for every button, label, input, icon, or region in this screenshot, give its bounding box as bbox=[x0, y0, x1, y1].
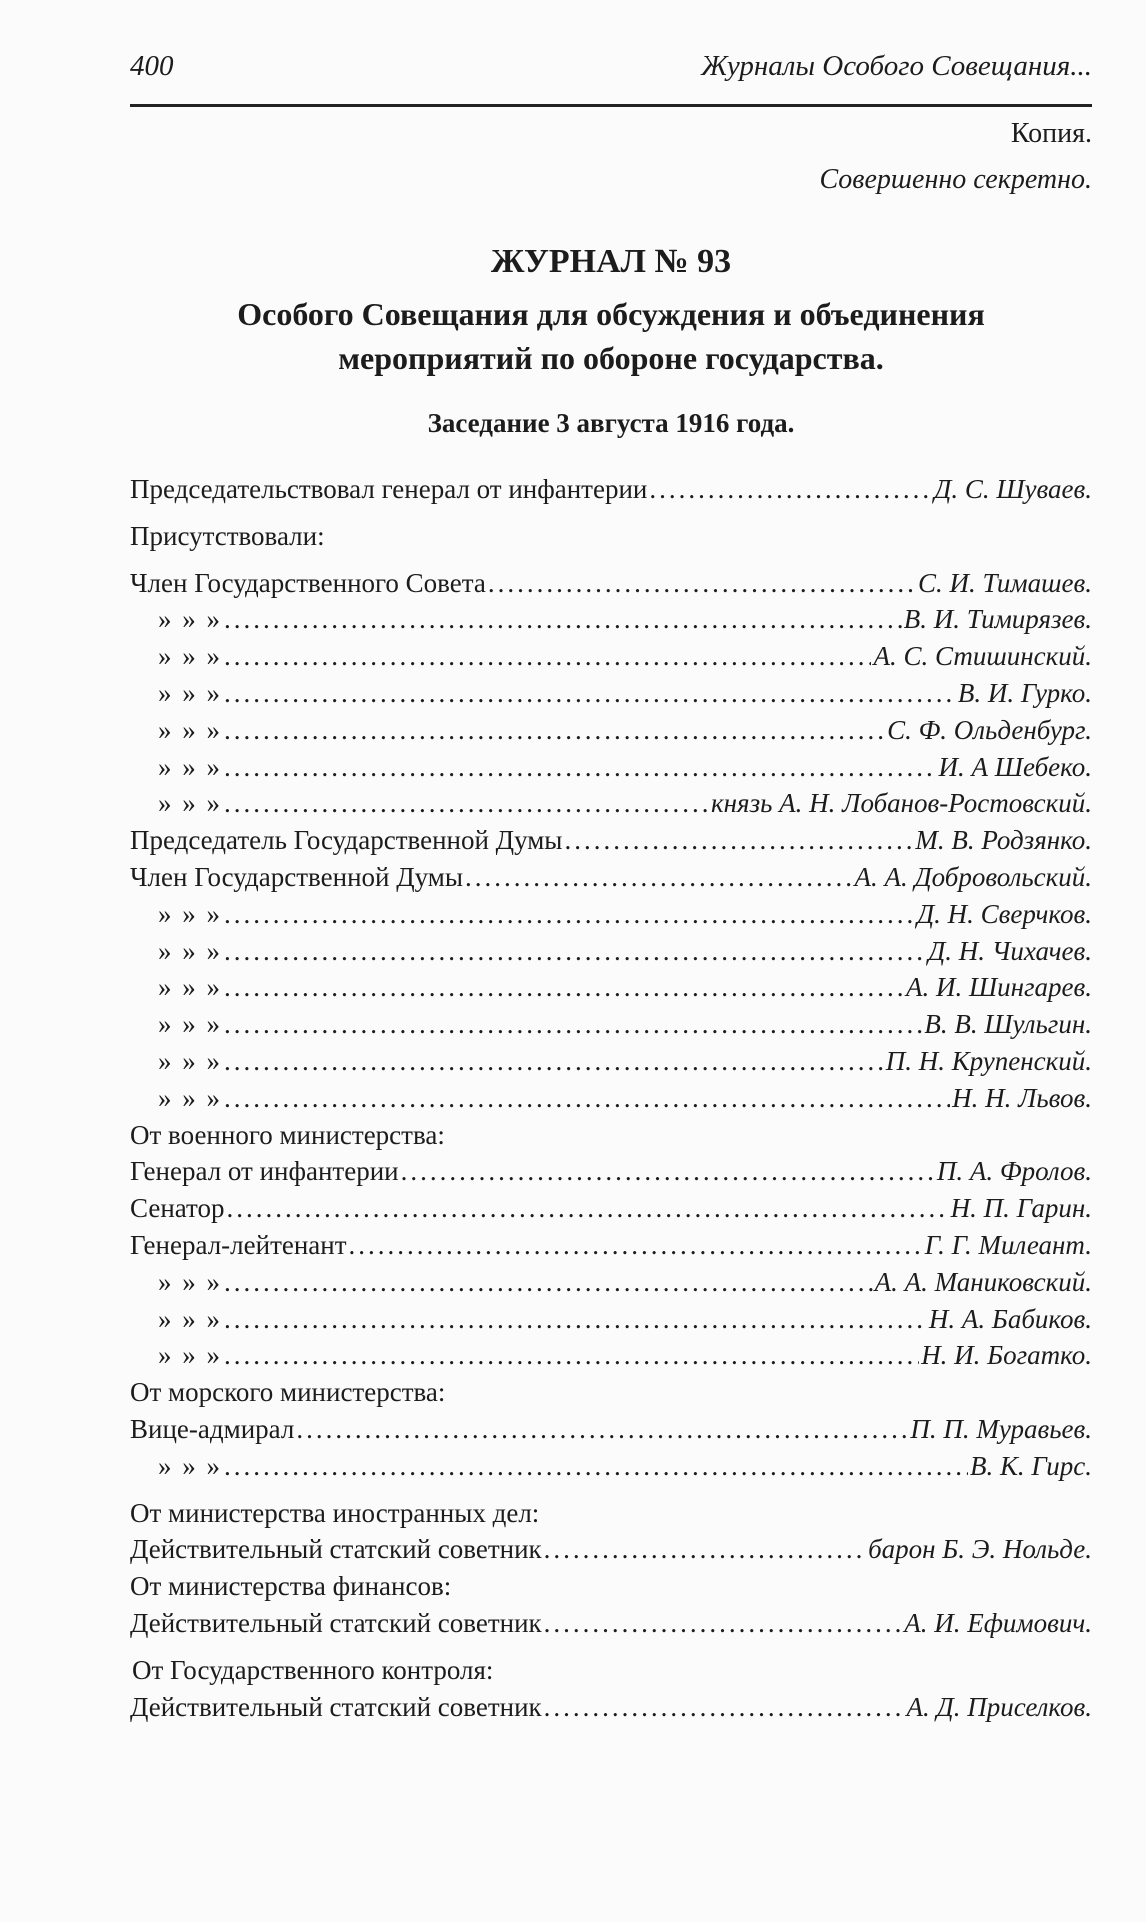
attendee-position: Вице-адмирал bbox=[130, 1413, 295, 1444]
attendee-row bbox=[130, 752, 1092, 789]
attendee-position: Действительный статский советник bbox=[130, 1691, 542, 1722]
attendee-name: В. И. Тимирязев. bbox=[903, 604, 1092, 635]
attendee-name: барон Б. Э. Нольде. bbox=[868, 1534, 1092, 1565]
dot-leader bbox=[224, 788, 709, 819]
attendee-name: А. А. Маниковский. bbox=[874, 1266, 1092, 1297]
attendee-name: А. И. Ефимович. bbox=[904, 1607, 1092, 1638]
secrecy-label: Совершенно секретно. bbox=[819, 164, 1092, 195]
attendee-position: Генерал от инфантерии bbox=[130, 1156, 399, 1187]
journal-subtitle-line1: Особого Совещания для обсуждения и объединения bbox=[237, 296, 985, 332]
section-heading: От министерства финансов: bbox=[130, 1571, 452, 1602]
attendee-position: Генерал-лейтенант bbox=[130, 1229, 347, 1260]
attendee-name: Д. С. Шуваев. bbox=[934, 474, 1092, 504]
dot-leader bbox=[224, 1083, 950, 1114]
dot-leader bbox=[224, 715, 885, 746]
attendee-row bbox=[130, 788, 1092, 825]
section-heading: От министерства иностранных дел: bbox=[130, 1497, 540, 1528]
attendee-name: князь А. Н. Лобанов-Ростовский. bbox=[711, 788, 1092, 819]
attendee-name: А. А. Добровольский. bbox=[854, 861, 1092, 892]
ditto-mark: » » » bbox=[158, 1340, 222, 1371]
ditto-mark: » » » bbox=[158, 641, 222, 672]
attendee-row bbox=[130, 1156, 1092, 1193]
dot-leader bbox=[224, 1340, 919, 1371]
attendee-name: П. А. Фролов. bbox=[936, 1156, 1092, 1187]
attendee-row bbox=[130, 1046, 1092, 1083]
ditto-mark: » » » bbox=[158, 1009, 222, 1040]
attendee-name: Д. Н. Сверчков. bbox=[917, 898, 1092, 929]
attendee-row bbox=[130, 604, 1092, 641]
attendee-row bbox=[130, 1193, 1092, 1230]
attendee-name: В. И. Гурко. bbox=[957, 677, 1092, 708]
attendee-row bbox=[130, 1692, 1092, 1729]
attendee-name: В. К. Гирс. bbox=[969, 1450, 1092, 1481]
ditto-mark: » » » bbox=[158, 935, 222, 966]
attendee-row bbox=[130, 1009, 1092, 1046]
attendee-name: Н. И. Богатко. bbox=[921, 1340, 1092, 1371]
attendee-name: С. Ф. Ольденбург. bbox=[887, 714, 1092, 745]
attendee-row bbox=[130, 972, 1092, 1009]
section-heading: От Государственного контроля: bbox=[132, 1654, 494, 1685]
ditto-mark: » » » bbox=[158, 677, 222, 708]
attendance-list bbox=[130, 474, 1092, 1728]
ditto-mark: » » » bbox=[158, 898, 222, 929]
ditto-mark: » » » bbox=[158, 972, 222, 1003]
attendee-name: П. Н. Крупенский. bbox=[885, 1045, 1092, 1076]
dot-leader bbox=[224, 1304, 927, 1335]
dot-leader bbox=[544, 1608, 903, 1639]
attendee-row bbox=[130, 1414, 1092, 1451]
attendee-position: Член Государственной Думы bbox=[130, 861, 464, 892]
attendee-position: Член Государственного Совета bbox=[130, 567, 486, 598]
ditto-mark: » » » bbox=[158, 604, 222, 635]
dot-leader bbox=[349, 1230, 923, 1261]
attendee-name: А. С. Стишинский. bbox=[873, 641, 1092, 672]
section-heading: От военного министерства: bbox=[130, 1119, 445, 1150]
ditto-mark: » » » bbox=[158, 788, 222, 819]
dot-leader bbox=[544, 1534, 866, 1565]
attendee-name: С. И. Тимашев. bbox=[918, 567, 1092, 598]
running-title: Журналы Особого Совещания... bbox=[701, 50, 1092, 82]
dot-leader bbox=[488, 568, 916, 599]
attendee-row bbox=[130, 1340, 1092, 1377]
dot-leader bbox=[401, 1156, 935, 1187]
attendee-name: А. Д. Приселков. bbox=[906, 1691, 1092, 1722]
attendee-position: Председатель Государственной Думы bbox=[130, 825, 563, 856]
attendee-row bbox=[130, 678, 1092, 715]
attendee-name: М. В. Родзянко. bbox=[915, 825, 1092, 856]
ditto-mark: » » » bbox=[158, 714, 222, 745]
attendee-position: Действительный статский советник bbox=[130, 1534, 542, 1565]
attendee-row bbox=[130, 825, 1092, 862]
attendee-position: Сенатор bbox=[130, 1193, 225, 1224]
ditto-mark: » » » bbox=[158, 1082, 222, 1113]
dot-leader bbox=[224, 641, 871, 672]
attendee-row bbox=[130, 715, 1092, 752]
attendee-name: Г. Г. Милеант. bbox=[924, 1229, 1092, 1260]
attendee-name: И. А Шебеко. bbox=[938, 751, 1092, 782]
attendee-name: Н. П. Гарин. bbox=[950, 1193, 1092, 1224]
attendee-row bbox=[130, 1230, 1092, 1267]
attendee-row bbox=[130, 1451, 1092, 1488]
section-heading: От морского министерства: bbox=[130, 1377, 446, 1408]
ditto-mark: » » » bbox=[158, 1303, 222, 1334]
header-rule bbox=[130, 104, 1092, 107]
attendee-position: Действительный статский советник bbox=[130, 1607, 542, 1638]
attendee-position: Председательствовал генерал от инфантерии bbox=[130, 474, 648, 504]
attendee-row bbox=[130, 568, 1092, 605]
attendee-row bbox=[130, 1304, 1092, 1341]
attendee-row bbox=[130, 1534, 1092, 1571]
dot-leader bbox=[227, 1193, 949, 1224]
dot-leader bbox=[544, 1692, 905, 1723]
session-date: Заседание 3 августа 1916 года. bbox=[427, 408, 795, 438]
dot-leader bbox=[649, 474, 932, 505]
attendee-row bbox=[130, 1267, 1092, 1304]
dot-leader bbox=[224, 1451, 968, 1482]
dot-leader bbox=[224, 752, 937, 783]
ditto-mark: » » » bbox=[158, 1266, 222, 1297]
dot-leader bbox=[224, 1009, 922, 1040]
journal-subtitle-line2: мероприятий по обороне государства. bbox=[338, 340, 884, 376]
page-number: 400 bbox=[130, 50, 174, 82]
attendee-row bbox=[130, 862, 1092, 899]
attendee-row bbox=[130, 1608, 1092, 1645]
dot-leader bbox=[224, 1267, 873, 1298]
dot-leader bbox=[224, 678, 956, 709]
dot-leader bbox=[224, 936, 926, 967]
attendee-row bbox=[130, 474, 1092, 511]
attendee-name: Н. Н. Львов. bbox=[952, 1082, 1092, 1113]
dot-leader bbox=[296, 1414, 908, 1445]
dot-leader bbox=[224, 604, 902, 635]
attendee-name: Д. Н. Чихачев. bbox=[928, 935, 1092, 966]
ditto-mark: » » » bbox=[158, 1045, 222, 1076]
journal-title: ЖУРНАЛ № 93 bbox=[490, 243, 732, 280]
dot-leader bbox=[224, 972, 904, 1003]
section-heading: Присутствовали: bbox=[130, 520, 325, 551]
dot-leader bbox=[564, 825, 913, 856]
attendee-name: А. И. Шингарев. bbox=[905, 972, 1092, 1003]
dot-leader bbox=[224, 1046, 884, 1077]
attendee-name: П. П. Муравьев. bbox=[910, 1413, 1092, 1444]
attendee-row bbox=[130, 899, 1092, 936]
attendee-row bbox=[130, 641, 1092, 678]
ditto-mark: » » » bbox=[158, 751, 222, 782]
attendee-name: В. В. Шульгин. bbox=[924, 1009, 1092, 1040]
attendee-name: Н. А. Бабиков. bbox=[928, 1303, 1092, 1334]
attendee-row bbox=[130, 1083, 1092, 1120]
running-header bbox=[130, 50, 1092, 90]
copy-label: Копия. bbox=[1010, 118, 1092, 149]
ditto-mark: » » » bbox=[158, 1450, 222, 1481]
attendee-row bbox=[130, 936, 1092, 973]
dot-leader bbox=[224, 899, 915, 930]
dot-leader bbox=[465, 862, 852, 893]
